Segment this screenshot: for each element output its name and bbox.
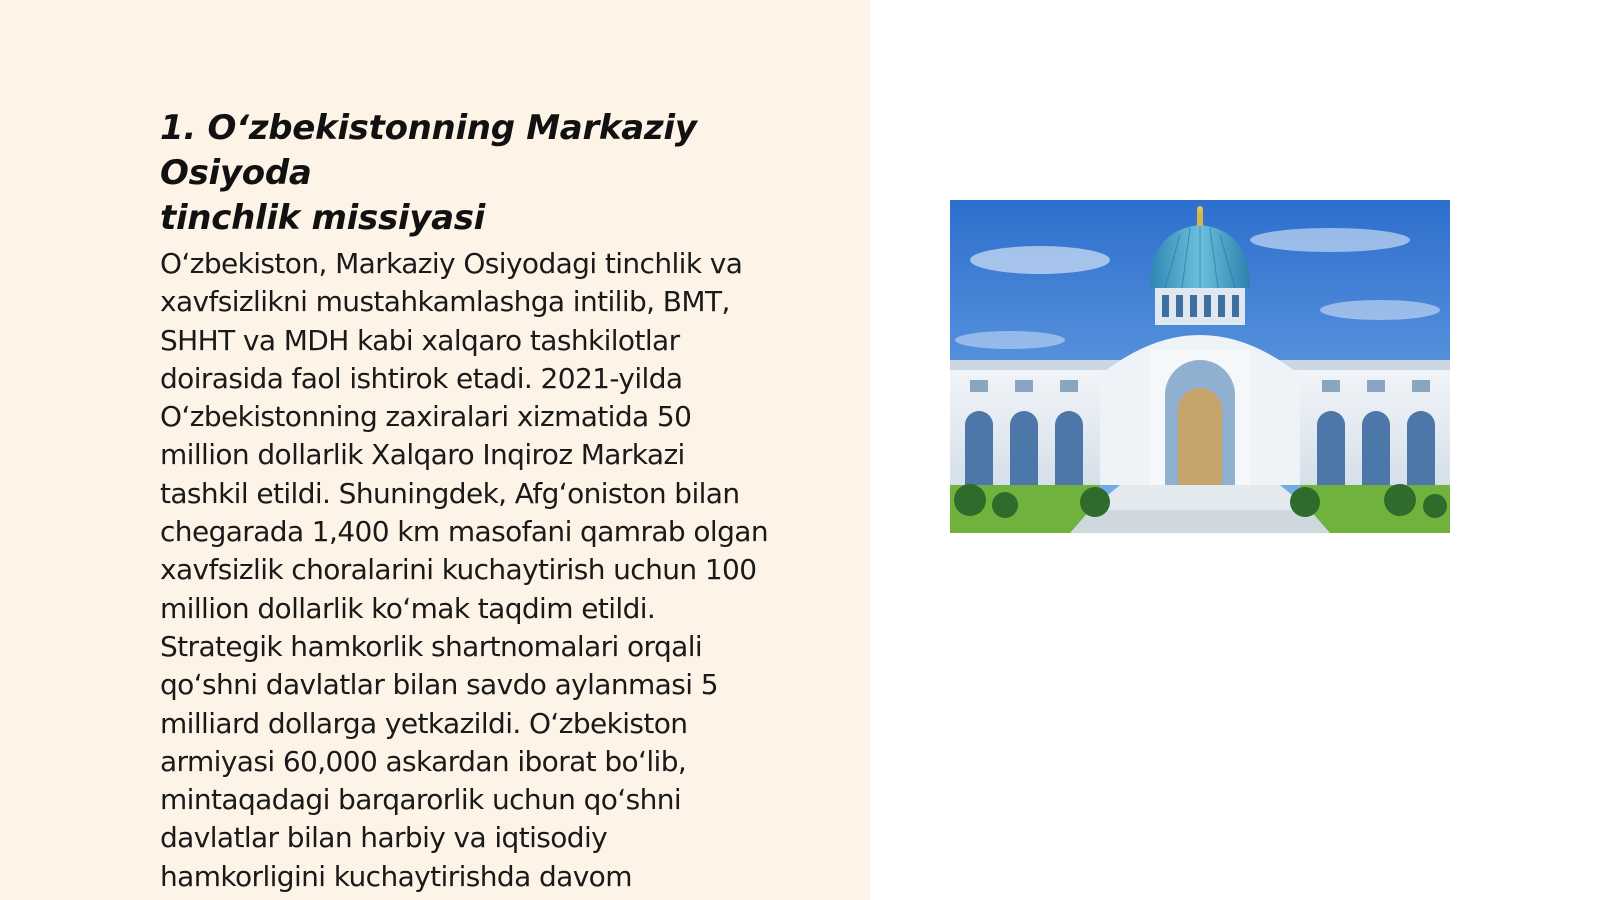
- body-line: Oʻzbekiston, Markaziy Osiyodagi tinchlik va: [160, 247, 743, 280]
- domed-building-photo: [950, 200, 1450, 533]
- body-line: million dollarlik koʻmak taqdim etildi.: [160, 591, 656, 625]
- body-line: million dollarlik Xalqaro Inqiroz Markazi: [160, 438, 685, 472]
- body-line: xavfsizlik choralarini kuchaytirish uchun 100: [160, 553, 757, 587]
- body-line: doirasida faol ishtirok etadi. 2021-yilda: [160, 361, 683, 395]
- body-line: davlatlar bilan harbiy va iqtisodiy: [160, 821, 608, 855]
- body-line: Oʻzbekistonning zaxiralari xizmatida 50: [160, 400, 692, 434]
- body-line: tashkil etildi. Shuningdek, Afgʻoniston bilan: [160, 476, 740, 510]
- steps: [1090, 485, 1310, 510]
- cloud: [1320, 300, 1440, 320]
- title-line: tinchlik missiyasi: [160, 198, 486, 238]
- cloud: [955, 331, 1065, 349]
- body-line: SHHT va MDH kabi xalqaro tashkilotlar: [160, 323, 680, 357]
- title-line: 1. Oʻzbekistonning Markaziy Osiyoda: [160, 108, 697, 193]
- body-line: mintaqadagi barqarorlik uchun qoʻshni: [160, 783, 682, 817]
- body-line: chegarada 1,400 km masofani qamrab olgan: [160, 515, 768, 549]
- cloud: [1250, 228, 1410, 252]
- slide-body: [160, 245, 850, 896]
- body-line: qoʻshni davlatlar bilan savdo aylanmasi 5: [160, 668, 718, 702]
- body-line: Strategik hamkorlik shartnomalari orqali: [160, 629, 703, 663]
- body-line: hamkorligini kuchaytirishda davom: [160, 859, 632, 893]
- slide-title: [160, 106, 850, 241]
- body-line: milliard dollarga yetkazildi. Oʻzbekiston: [160, 706, 688, 740]
- body-line: armiyasi 60,000 askardan iborat boʻlib,: [160, 744, 687, 778]
- domed-building-illustration: [950, 200, 1450, 533]
- body-line: xavfsizlikni mustahkamlashga intilib, BMT,: [160, 285, 730, 319]
- cloud: [970, 246, 1110, 274]
